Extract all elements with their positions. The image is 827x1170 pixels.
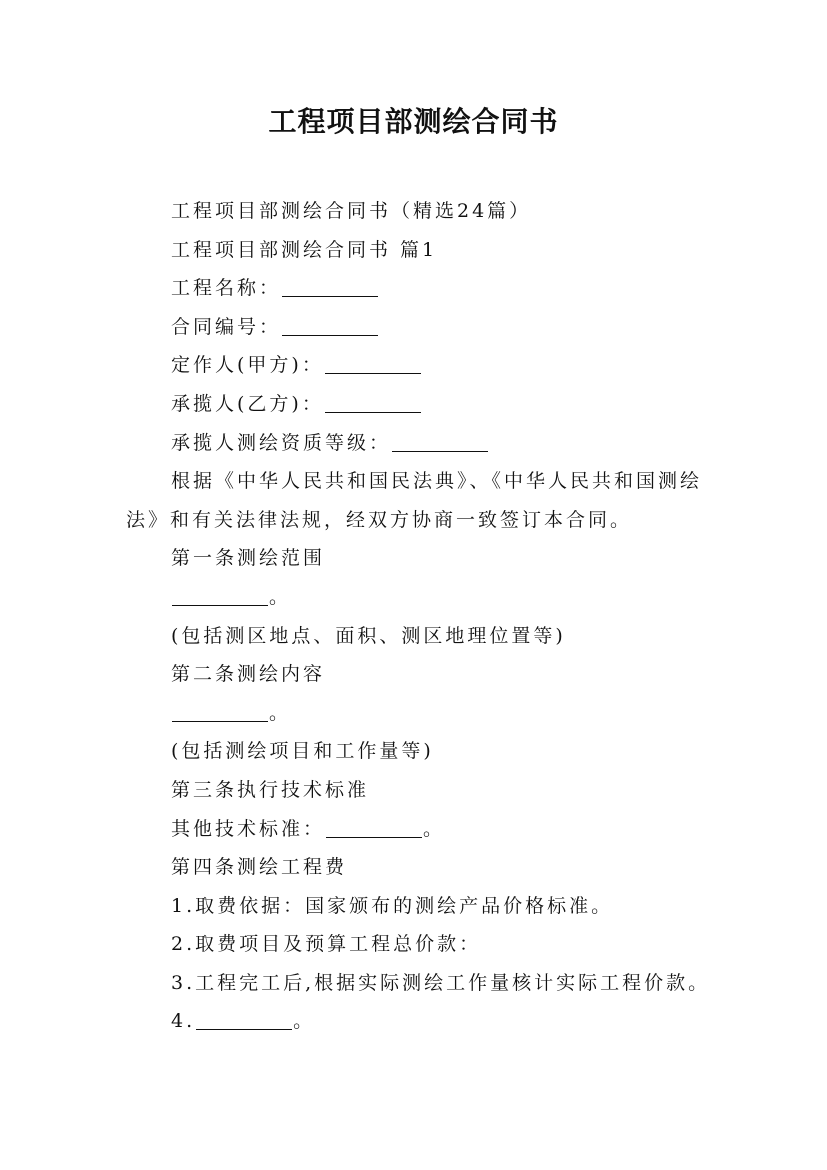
article4-item1: 1.取费依据：国家颁布的测绘产品价格标准。 (171, 894, 614, 917)
qualification-blank (392, 432, 488, 452)
article4-heading: 第四条测绘工程费 (171, 856, 348, 879)
article4-item4-suffix: 。 (293, 1010, 316, 1033)
party-a-label: 定作人(甲方)： (171, 354, 324, 377)
contract-no-blank (282, 316, 378, 336)
article1-heading: 第一条测绘范围 (171, 547, 326, 570)
article2-note: (包括测绘项目和工作量等) (171, 740, 434, 763)
article3-other-label: 其他技术标准： (171, 817, 326, 840)
article4-item4-prefix: 4. (171, 1010, 196, 1033)
party-b-field (126, 385, 716, 424)
qualification-field (126, 424, 716, 463)
article3-other-suffix: 。 (423, 817, 446, 840)
party-b-blank (325, 393, 421, 413)
article2-heading: 第二条测绘内容 (171, 663, 326, 686)
project-name-blank (282, 277, 378, 297)
article3-other-line (126, 810, 716, 849)
article1-note: (包括测区地点、面积、测区地理位置等) (171, 624, 566, 647)
article2-blank-line (126, 694, 716, 733)
article3-heading: 第三条执行技术标准 (171, 778, 370, 801)
document-title: 工程项目部测绘合同书 (268, 105, 559, 138)
contract-no-label: 合同编号： (171, 315, 282, 338)
article2-blank (172, 702, 268, 722)
article4-item4 (126, 1002, 716, 1041)
article3-other-blank (326, 818, 422, 838)
party-b-label: 承揽人(乙方)： (171, 392, 324, 415)
article1-blank-suffix: 。 (269, 585, 292, 608)
document-subtitle: 工程项目部测绘合同书（精选24篇） (171, 200, 532, 222)
intro-paragraph: 根据《中华人民共和国民法典》、《中华人民共和国测绘法》和有关法律法规，经双方协商一致签订本合同。 (126, 470, 703, 531)
article1-blank-line (126, 578, 716, 617)
project-name-field (126, 269, 716, 308)
party-a-field (126, 346, 716, 385)
party-a-blank (325, 354, 421, 374)
document-body (126, 192, 716, 1041)
qualification-label: 承揽人测绘资质等级： (171, 431, 392, 454)
article4-item4-blank (196, 1010, 292, 1030)
article4-item2: 2.取费项目及预算工程总价款： (171, 933, 482, 956)
section-heading: 工程项目部测绘合同书 篇1 (171, 238, 438, 261)
article2-blank-suffix: 。 (269, 701, 292, 724)
article4-item3: 3.工程完工后,根据实际测绘工作量核计实际工程价款。 (171, 971, 711, 994)
project-name-label: 工程名称： (171, 277, 282, 300)
article1-blank (172, 586, 268, 606)
contract-no-field (126, 308, 716, 347)
